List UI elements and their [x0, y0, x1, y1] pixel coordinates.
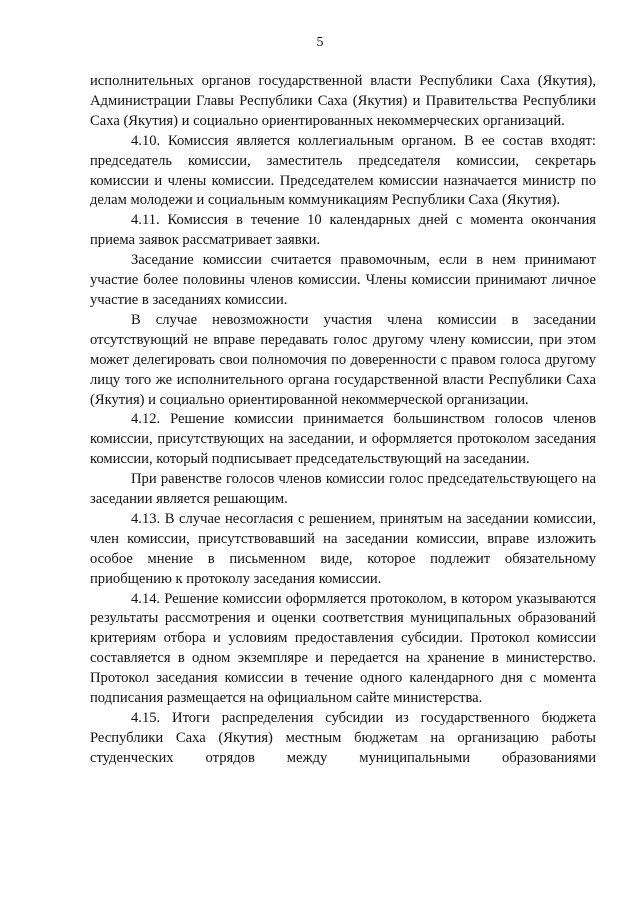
paragraph-4-11: 4.11. Комиссия в течение 10 календарных дней с момента окончания приема заявок рассматривает заявки. [90, 212, 596, 249]
page-number: 5 [316, 35, 324, 50]
paragraph-tie-vote: При равенстве голосов членов комиссии голос председательствующего на заседании является решающим. [90, 471, 596, 508]
paragraph-4-14: 4.14. Решение комиссии оформляется протоколом, в котором указываются результаты рассмотрения и оценки соответствия муниципальных образований критериям отбора и условиям предоставления субсидии. Протокол комиссии составляется в одном экземпляре и передается на хранение в министерство. Протокол заседания комиссии в течение одного календарного дня с момента подписания размещается на официальном сайте министерства. [90, 590, 596, 707]
paragraph-4-12: 4.12. Решение комиссии принимается большинством голосов членов комиссии, присутствующих на заседании, и оформляется протоколом заседания комиссии, который подписывает председательствующий на заседании. [90, 411, 596, 468]
paragraph-quorum: Заседание комиссии считается правомочным, если в нем принимают участие более половины членов комиссии. Члены комиссии принимают личное участие в заседаниях комиссии. [90, 252, 596, 308]
paragraph-absence: В случае невозможности участия члена комиссии в заседании отсутствующий не вправе передавать голос другому члену комиссии, при этом может делегировать свои полномочия по доверенности с правом голоса другому лицу того же исполнительного органа государственной власти Республики Саха (Якутия) и социально ориентированной некоммерческой организации. [90, 311, 596, 408]
document-body [90, 72, 596, 769]
paragraph-continuation: исполнительных органов государственной власти Республики Саха (Якутия), Администрации Главы Республики Саха (Якутия) и Правительства Республики Саха (Якутия) и социально ориентированных некоммерческих организаций. [90, 73, 596, 129]
paragraph-4-15: 4.15. Итоги распределения субсидии из государственного бюджета Республики Саха (Якутия) местным бюджетам на организацию работы студенческих отрядов между муниципальными образованиями [90, 710, 596, 766]
paragraph-4-13: 4.13. В случае несогласия с решением, принятым на заседании комиссии, член комиссии, присутствовавший на заседании комиссии, вправе изложить особое мнение в письменном виде, которое подлежит обязательному приобщению к протоколу заседания комиссии. [90, 510, 596, 587]
paragraph-4-10: 4.10. Комиссия является коллегиальным органом. В ее состав входят: председатель комиссии, заместитель председателя комиссии, секретарь комиссии и члены комиссии. Председателем комиссии назначается министр по делам молодежи и социальным коммуникациям Республики Саха (Якутия). [90, 132, 596, 209]
